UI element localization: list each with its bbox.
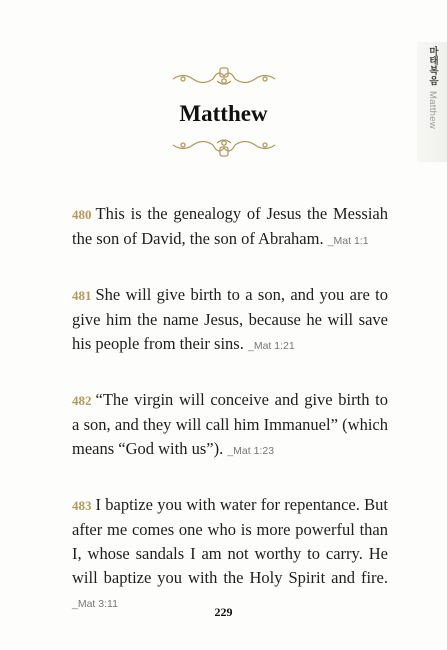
verse-text: I baptize you with water for repentance. But after me comes one who is more powerful than I, whose sandals I am not worthy to carry. He will baptize you with the Holy Spirit and fire. (72, 495, 388, 587)
verse (72, 493, 388, 616)
verse-number: 480 (72, 207, 92, 222)
bottom-ornament-icon (0, 135, 447, 161)
top-ornament-icon (0, 65, 447, 91)
verse-reference: _Mat 3:11 (72, 598, 118, 610)
side-tab-english: Matthew (427, 91, 438, 130)
verse-reference: _Mat 1:23 (227, 445, 275, 457)
verse-text: “The virgin will conceive and give birth to a son, and they will call him Immanuel” (which means “God with us”). (72, 390, 388, 458)
verse (72, 388, 388, 463)
verse-number: 482 (72, 393, 92, 408)
verse-text: This is the genealogy of Jesus the Messiah the son of David, the son of Abraham. (72, 204, 388, 248)
verse-number: 481 (72, 288, 92, 303)
verse-number: 483 (72, 498, 92, 513)
side-tab-korean: 마태복음 (427, 46, 438, 86)
verse (72, 283, 388, 358)
verse-list (72, 202, 388, 646)
page-number: 229 (214, 605, 233, 619)
page-title: Matthew (179, 101, 268, 126)
verse (72, 202, 388, 253)
verse-reference: _Mat 1:21 (247, 340, 295, 352)
verse-text: She will give birth to a son, and you are to give him the name Jesus, because he will save his people from their sins. (72, 285, 388, 353)
verse-reference: _Mat 1:1 (327, 235, 369, 247)
